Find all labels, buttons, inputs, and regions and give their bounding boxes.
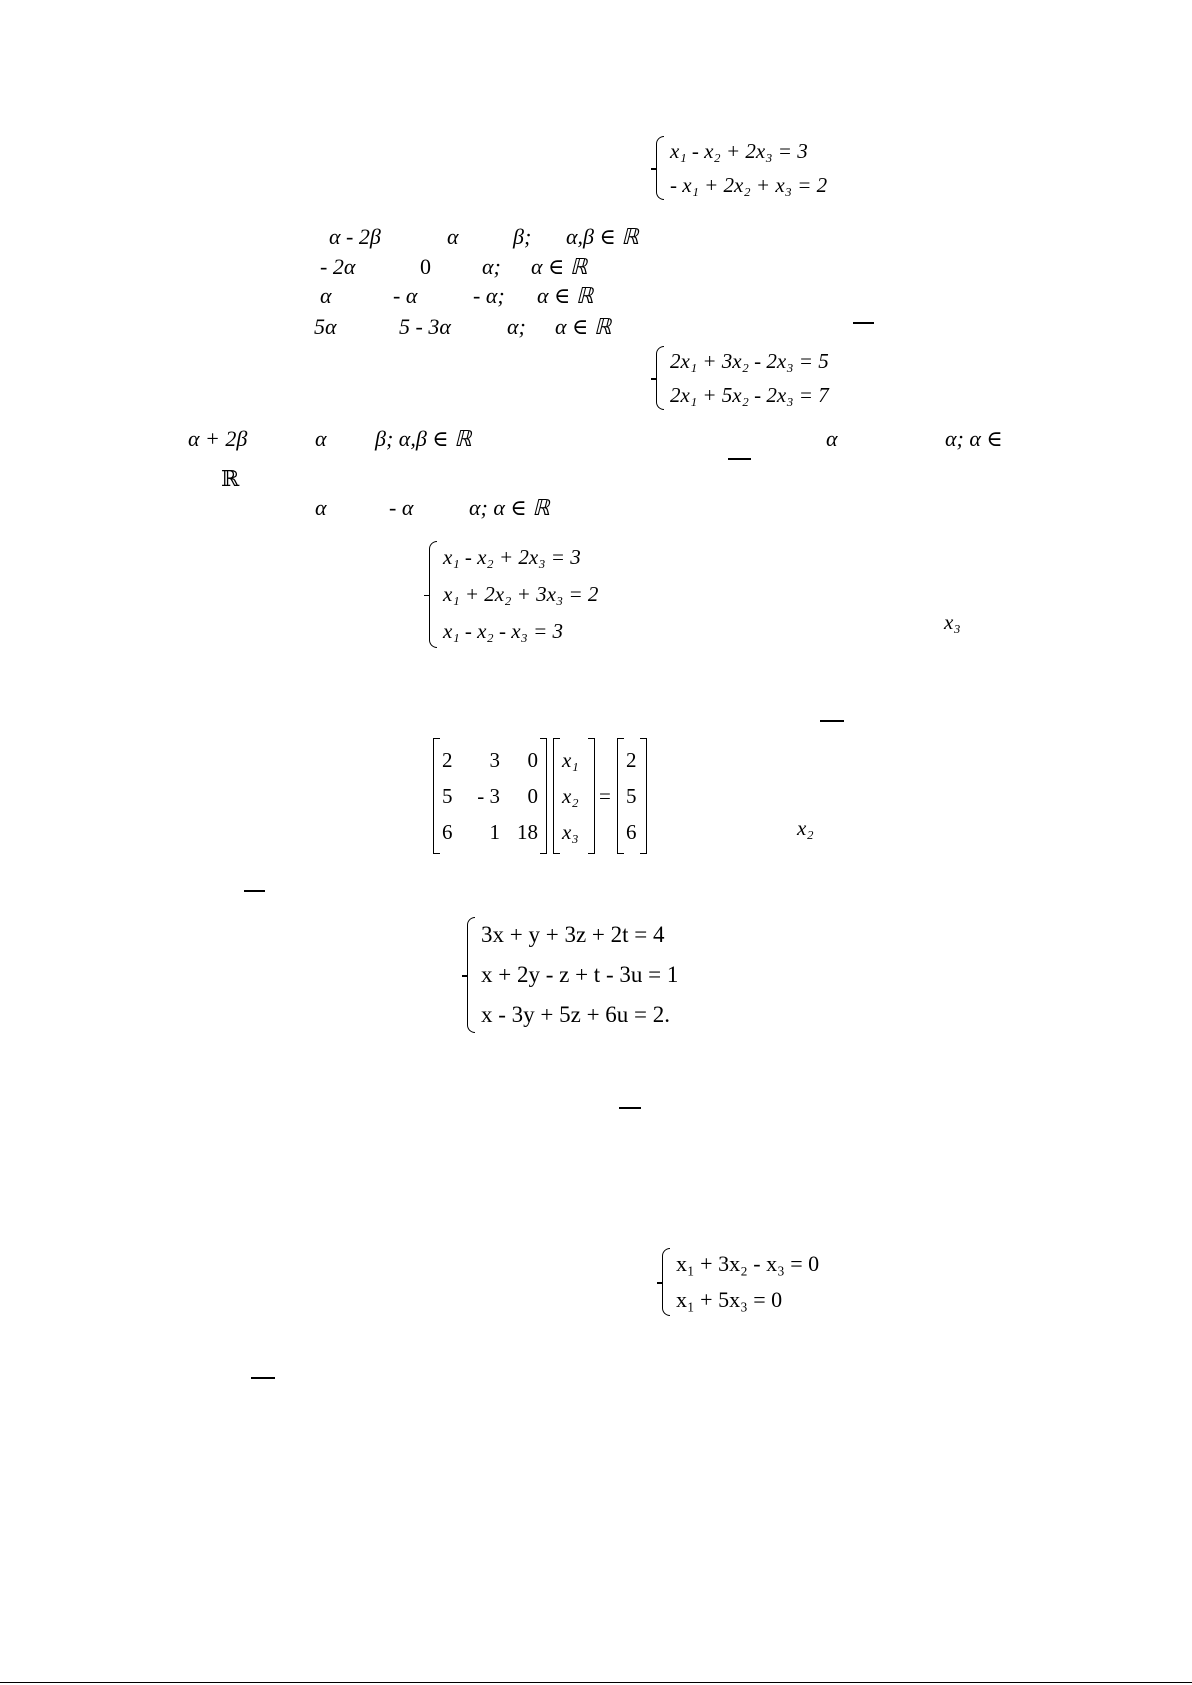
- param-a-3-4: α ∈ ℝ: [537, 283, 594, 308]
- matrix-b: [617, 738, 647, 854]
- fraction-bar: [853, 322, 874, 324]
- matrix-a-cell: - 3: [477, 783, 500, 808]
- param-a-2-4: α ∈ ℝ: [531, 254, 588, 279]
- system-3-variable: x₃: [944, 610, 961, 634]
- system-3-eq-2: x₁ + 2x₂ + 3x₃ = 2: [443, 582, 599, 606]
- matrix-a-cell: 0: [527, 747, 538, 772]
- matrix-a-cell: 6: [442, 819, 453, 844]
- param-a-3-3: - α;: [473, 283, 505, 308]
- param-a-1-2: α: [447, 224, 459, 249]
- param-a-4-1: 5α: [314, 314, 337, 339]
- matrix-equals: =: [599, 784, 611, 808]
- param-a-2-2: 0: [420, 254, 431, 279]
- fraction-bar: [820, 720, 844, 722]
- system-5: [662, 1246, 819, 1318]
- system-3-eq-1: x₁ - x₂ + 2x₃ = 3: [443, 545, 581, 569]
- param-a-3-2: - α: [393, 283, 418, 308]
- system-3-eq-3: x₁ - x₂ - x₃ = 3: [443, 619, 564, 643]
- matrix-variable: x₂: [797, 816, 814, 840]
- fraction-bar: [244, 890, 265, 892]
- matrix-a-cell: 1: [489, 819, 500, 844]
- param-a-2-3: α;: [482, 254, 501, 279]
- param-b-2-3: α; α ∈ ℝ: [469, 495, 550, 520]
- system-5-eq-1: x₁ + 3x₂ - x₃ = 0: [676, 1251, 820, 1276]
- system-1: [656, 134, 827, 202]
- system-4-eq-3: x - 3y + 5z + 6u = 2.: [481, 1002, 671, 1027]
- matrix-a-cell: 18: [517, 819, 538, 844]
- fraction-bar: [619, 1107, 641, 1109]
- param-b-1-5: α; α ∈: [945, 426, 1003, 451]
- param-a-4-4: α ∈ ℝ: [555, 314, 612, 339]
- matrix-a-cell: 2: [442, 747, 453, 772]
- matrix-x-cell: x₁: [562, 747, 579, 772]
- fraction-bar: [728, 458, 751, 460]
- matrix-a-cell: 5: [442, 783, 453, 808]
- page-bottom-rule: [0, 1682, 1192, 1683]
- matrix-x-cell: x₃: [562, 819, 579, 844]
- matrix-b-cell: 6: [626, 819, 637, 844]
- param-a-1-3: β;: [513, 224, 532, 249]
- matrix-x: [553, 738, 595, 854]
- matrix-b-cell: 2: [626, 747, 637, 772]
- system-2-eq-1: 2x₁ + 3x₂ - 2x₃ = 5: [670, 349, 829, 373]
- param-a-1-1: α - 2β: [329, 224, 381, 249]
- system-4-eq-2: x + 2y - z + t - 3u = 1: [481, 962, 679, 987]
- matrix-a-cell: 3: [489, 747, 500, 772]
- param-b-2-1: α: [315, 495, 327, 520]
- param-b-1-1: α + 2β: [188, 426, 248, 451]
- param-a-4-3: α;: [507, 314, 526, 339]
- param-a-3-1: α: [320, 283, 332, 308]
- system-2: [656, 344, 829, 412]
- system-2-eq-2: 2x₁ + 5x₂ - 2x₃ = 7: [670, 383, 829, 407]
- param-b-1-6: ℝ: [221, 466, 240, 491]
- param-a-2-1: - 2α: [320, 254, 356, 279]
- matrix-a: [433, 738, 547, 854]
- matrix-a-cell: 0: [527, 783, 538, 808]
- param-a-1-4: α,β ∈ ℝ: [566, 224, 639, 249]
- param-b-1-2: α: [315, 426, 327, 451]
- system-5-eq-2: x₁ + 5x₃ = 0: [676, 1287, 783, 1312]
- system-1-eq-2: - x₁ + 2x₂ + x₃ = 2: [670, 173, 828, 197]
- param-b-1-4: α: [826, 426, 838, 451]
- param-b-2-2: - α: [389, 495, 414, 520]
- param-a-4-2: 5 - 3α: [399, 314, 451, 339]
- fraction-bar: [251, 1377, 275, 1379]
- matrix-b-cell: 5: [626, 783, 637, 808]
- system-3: [429, 539, 598, 650]
- system-1-eq-1: x₁ - x₂ + 2x₃ = 3: [670, 139, 808, 163]
- system-4-eq-1: 3x + y + 3z + 2t = 4: [481, 922, 665, 947]
- param-b-1-3: β; α,β ∈ ℝ: [375, 426, 472, 451]
- system-4: [467, 915, 678, 1035]
- matrix-x-cell: x₂: [562, 783, 579, 808]
